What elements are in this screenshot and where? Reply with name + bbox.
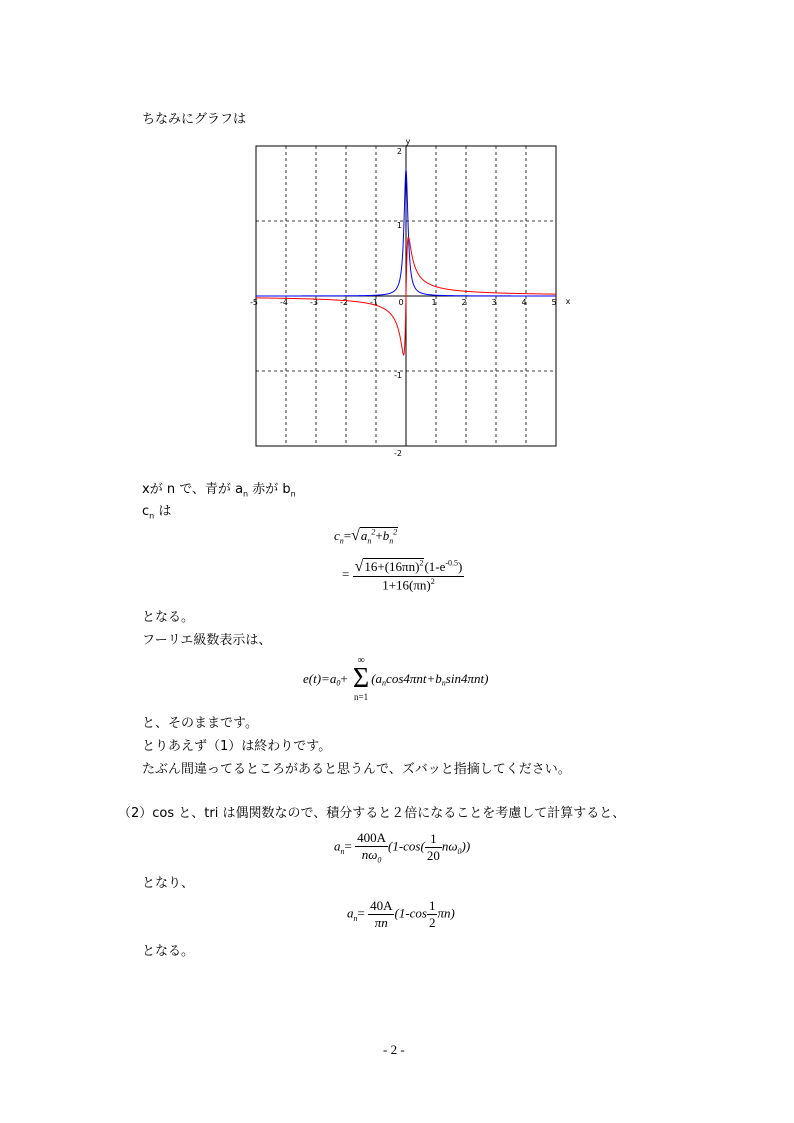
equation-cn: $c_n=√a_n^2+b_n^2$ [334, 527, 398, 546]
cn-label: $c_n$ は [142, 504, 172, 521]
equation-cn-expanded: = $\frac{√16+(16\pi n)^2(1-e^{-0.5})}{1+16(\pi n)^2}$ [342, 558, 463, 593]
fourier-label: フーリエ級数表示は、 [142, 633, 272, 648]
equation-an-2: $a_n=$ $\frac{40A}{\pi n}$ (1-cos $\frac{1}{2}$ πn) [347, 898, 455, 930]
x-tick-label: 0 [398, 298, 404, 307]
y-tick-label: -1 [394, 371, 402, 380]
x-tick-label: -1 [370, 298, 378, 307]
y-tick-label: 2 [396, 147, 402, 156]
shiteki-text: たぶん間違ってるところがあると思うんで、ズバッと指摘してください。 [142, 762, 571, 777]
owari-text: とりあえず（1）は終わりです。 [142, 739, 332, 754]
naritext: となり、 [142, 876, 195, 891]
function-graph [246, 136, 576, 456]
x-tick-label: -5 [250, 298, 258, 307]
x-tick-label: 2 [461, 298, 467, 307]
legend-description: xが n で、青が $a_n$ 赤が $b_n$ [142, 482, 296, 499]
sonomama-text: と、そのままです。 [142, 716, 258, 731]
x-tick-label: -3 [310, 298, 318, 307]
part2-text: （2）cos と、tri は偶関数なので、積分すると２倍になることを考慮して計算すると、 [118, 806, 626, 821]
page-number: - 2 - [383, 1042, 405, 1057]
y-axis-label: y [405, 137, 411, 146]
x-axis-label: x [565, 297, 571, 306]
x-tick-label: 1 [431, 298, 437, 307]
intro-text: ちなみにグラフは [142, 112, 247, 127]
naru-text-2: となる。 [142, 944, 195, 959]
y-tick-label: 1 [396, 221, 402, 230]
equation-an-1: $a_n=$ $\frac{400A}{n\omega_0}$ (1-cos( $\frac{1}{20}$ $n\omega_0$)) [334, 830, 471, 865]
equation-fourier: $e(t)=a_0+$ ∞ Σ n=1 $(a_n\cos 4\pi nt+b_n\sin 4\pi nt)$ [303, 655, 489, 702]
x-tick-label: 5 [551, 298, 557, 307]
naru-text-1: となる。 [142, 610, 195, 625]
x-tick-label: -4 [280, 298, 288, 307]
x-tick-label: 3 [491, 298, 497, 307]
x-tick-label: -2 [340, 298, 348, 307]
x-tick-label: 4 [521, 298, 527, 307]
y-tick-label: -2 [394, 449, 402, 456]
